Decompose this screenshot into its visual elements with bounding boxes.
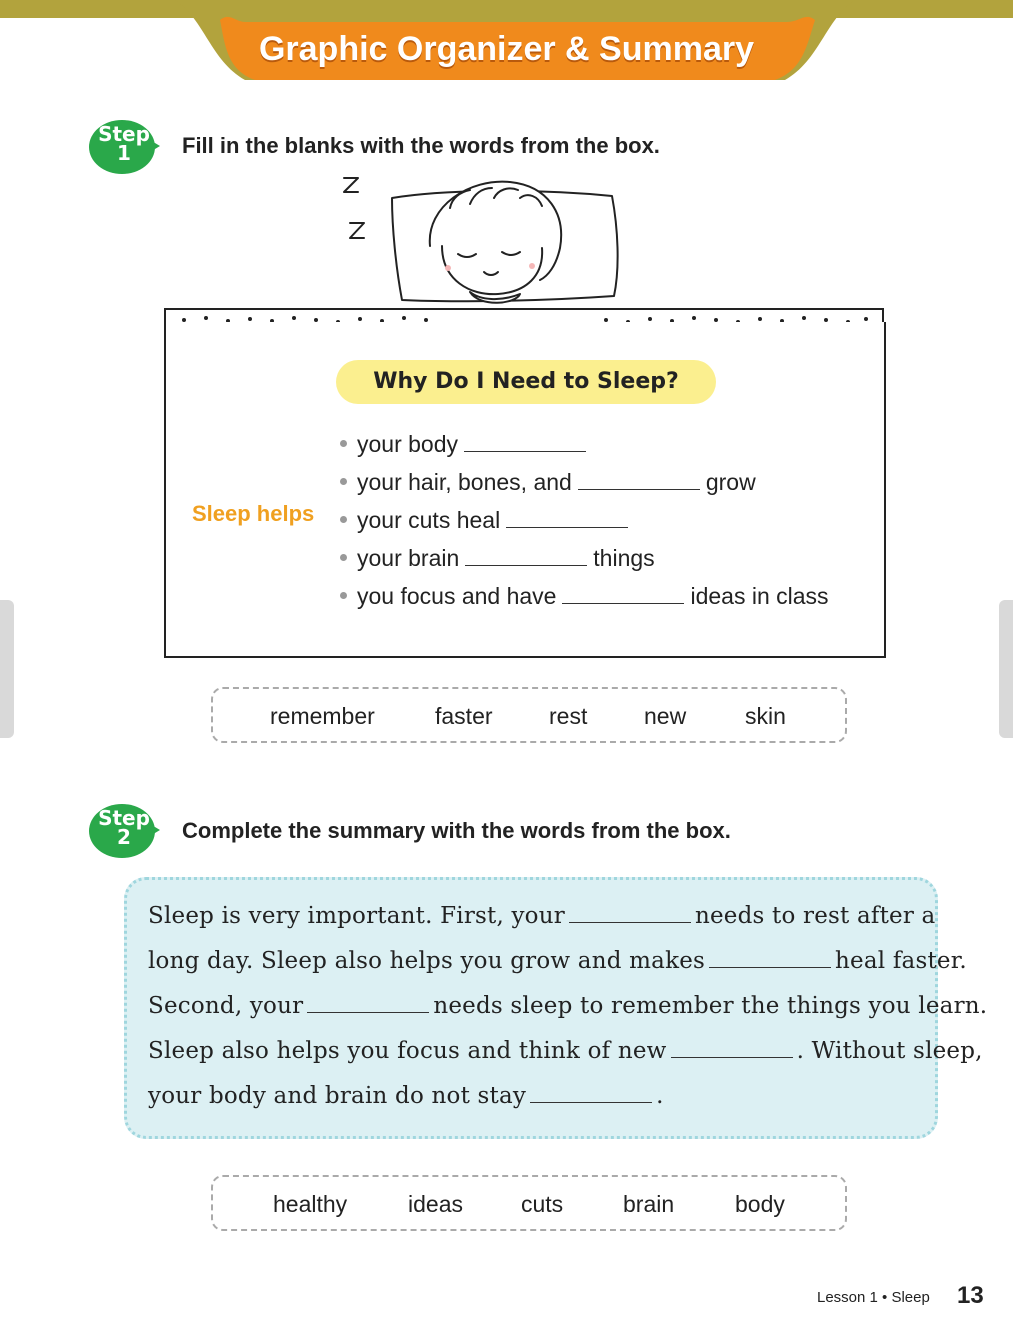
summary-text-after: needs sleep to remember the things you learn. — [433, 993, 988, 1019]
word-choice[interactable]: new — [644, 703, 687, 729]
bullet-item — [340, 507, 634, 534]
bullet-item — [340, 583, 829, 610]
summary-text: long day. Sleep also helps you grow and makes — [148, 948, 706, 974]
fill-blank[interactable] — [307, 992, 429, 1013]
page-title: Graphic Organizer & Summary — [258, 30, 755, 68]
bullet-item — [340, 431, 592, 458]
word-choice[interactable]: cuts — [521, 1191, 564, 1217]
fill-blank[interactable] — [465, 545, 587, 566]
word-choice[interactable]: ideas — [408, 1191, 463, 1217]
word-choice[interactable]: faster — [435, 703, 493, 729]
word-box-2 — [211, 1175, 847, 1231]
summary-line — [148, 1082, 664, 1109]
fill-blank[interactable] — [562, 583, 684, 604]
bullet-text: you focus and have — [357, 583, 557, 609]
summary-text: Sleep also helps you focus and think of new — [148, 1038, 667, 1064]
bullet-dot — [340, 516, 347, 523]
summary-text: Sleep is very important. First, your — [148, 903, 565, 929]
bullet-text: your hair, bones, and — [357, 469, 572, 495]
fill-blank[interactable] — [530, 1082, 652, 1103]
word-choice[interactable]: healthy — [273, 1191, 348, 1217]
step-number: 2 — [117, 825, 131, 849]
fill-blank[interactable] — [569, 902, 691, 923]
summary-text-after: heal faster. — [835, 948, 967, 974]
word-choice[interactable]: body — [735, 1191, 785, 1217]
step-label: Step — [98, 806, 150, 830]
summary-line — [148, 1037, 983, 1064]
summary-line — [148, 992, 987, 1019]
step-2-badge — [88, 802, 160, 860]
word-choice[interactable]: rest — [549, 703, 588, 729]
bullet-text-after: things — [593, 545, 655, 571]
summary-line — [148, 947, 967, 974]
bullet-text-after: ideas in class — [690, 583, 829, 609]
word-choice[interactable]: brain — [623, 1191, 675, 1217]
summary-line — [148, 902, 935, 929]
summary-text: Second, your — [148, 993, 304, 1019]
left-page-tab[interactable] — [0, 600, 14, 738]
organizer-title: Why Do I Need to Sleep? — [336, 360, 716, 404]
footer-lesson: Lesson 1 • Sleep — [817, 1289, 930, 1306]
bullet-dot — [340, 440, 347, 447]
step-label: Step — [98, 122, 150, 146]
step-2-instruction: Complete the summary with the words from the box. — [182, 818, 731, 843]
summary-text-after: . — [656, 1083, 664, 1109]
bullet-text: your body — [357, 431, 459, 457]
fill-blank[interactable] — [464, 431, 586, 452]
step-1-instruction: Fill in the blanks with the words from the box. — [182, 133, 660, 158]
bullet-item — [340, 469, 756, 496]
fill-blank[interactable] — [709, 947, 831, 968]
summary-text: your body and brain do not stay — [148, 1083, 527, 1109]
summary-text-after: . Without sleep, — [796, 1038, 983, 1064]
bullet-text: your brain — [357, 545, 460, 571]
bullet-text-after: grow — [705, 469, 756, 495]
word-choice[interactable]: skin — [745, 703, 786, 729]
sleep-helps-label: Sleep helps — [192, 501, 315, 526]
bullet-dot — [340, 592, 347, 599]
bullet-text: your cuts heal — [357, 507, 501, 533]
fill-blank[interactable] — [671, 1037, 793, 1058]
fill-blank[interactable] — [506, 507, 628, 528]
word-box-1 — [211, 687, 847, 743]
bullet-dot — [340, 478, 347, 485]
step-1-badge — [88, 118, 160, 176]
bullet-item — [340, 545, 655, 572]
page-number: 13 — [957, 1282, 984, 1309]
step-number: 1 — [117, 141, 131, 165]
bullet-dot — [340, 554, 347, 561]
fill-blank[interactable] — [578, 469, 700, 490]
word-choice[interactable]: remember — [270, 703, 375, 729]
right-page-tab[interactable] — [999, 600, 1013, 738]
summary-text-after: needs to rest after a — [694, 903, 936, 929]
